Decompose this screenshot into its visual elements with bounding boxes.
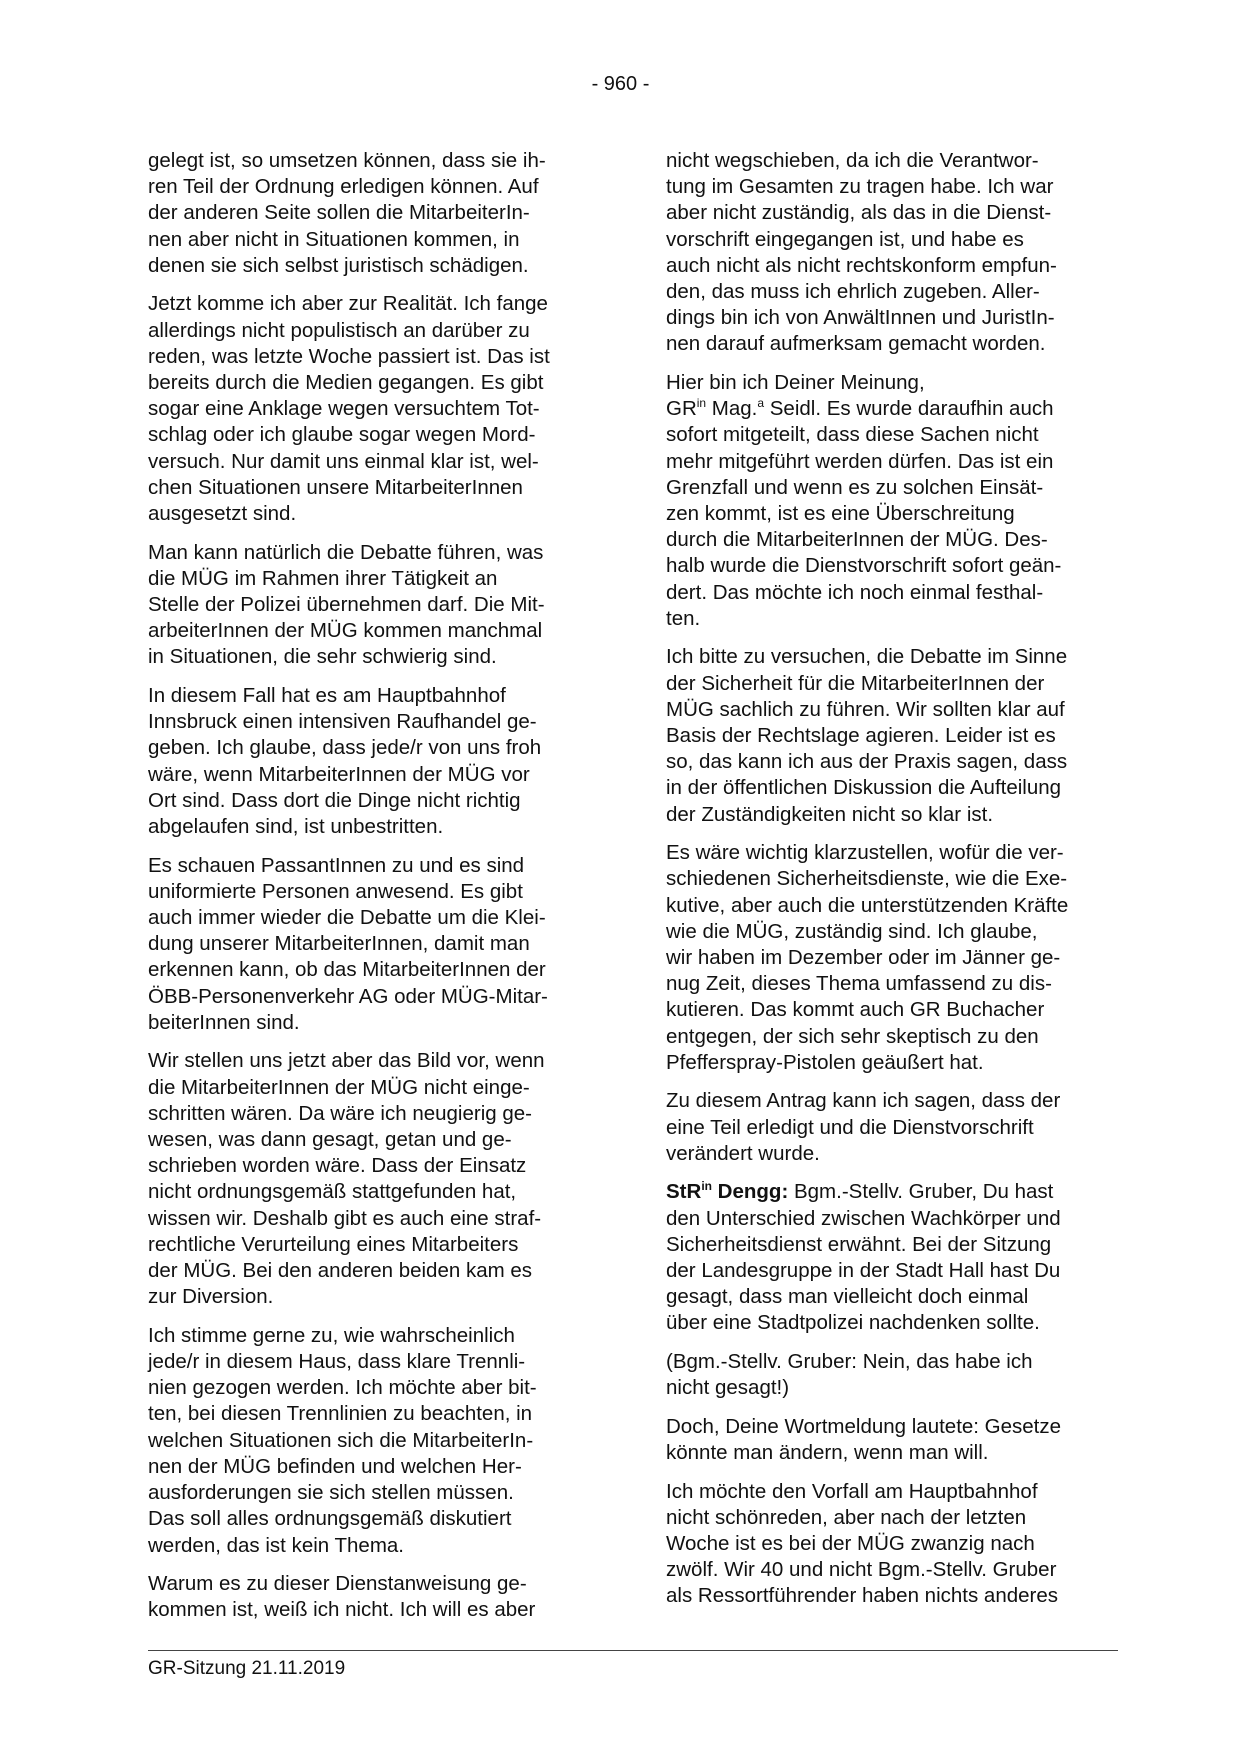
paragraph: Ich möchte den Vorfall am Hauptbahnhof nicht schönreden, aber nach der letzten Woche ist es bei der MÜG zwanzig nach zwölf. Wir 40 und nicht Bgm.-Stellv. Gruber als Ressortführender haben nichts anderes — [666, 1479, 1059, 1608]
paragraph-text: Seidl. Es wurde daraufhin auch sofort mitgeteilt, dass diese Sachen nicht mehr mitgeführt werden dürfen. Das ist ein Grenzfall und wenn es zu solchen Einsät- zen kommt, ist es eine Überschreitung durch die MitarbeiterInnen der MÜG. Des- halb wurde die Dienstvorschrift sofort geän- dert. Das möchte ich noch einmal festhal- ten. — [666, 397, 1062, 630]
paragraph: Ich stimme gerne zu, wie wahrscheinlich jede/r in diesem Haus, dass klare Trennli- nien gezogen werden. Ich möchte aber bit- ten, bei diesen Trennlinien zu beachten, in welchen Situationen sich die MitarbeiterIn- nen der MÜG befinden und welchen Her- ausforderungen sie sich stellen müssen. Das soll alles ordnungsgemäß diskutiert werden, das ist kein Thema. — [148, 1323, 537, 1557]
speaker-surname: Dengg: — [711, 1180, 789, 1204]
speaker-title-superscript: in — [701, 1179, 712, 1194]
paragraph: Man kann natürlich die Debatte führen, was die MÜG im Rahmen ihrer Tätigkeit an Stelle der Polizei übernehmen darf. Die Mit- arbeiterInnen der MÜG kommen manchmal in Situationen, die sehr schwierig sind. — [148, 540, 545, 669]
footer-text: GR-Sitzung 21.11.2019 — [148, 1658, 346, 1679]
title-gr: GR — [666, 397, 697, 421]
paragraph — [666, 1179, 1124, 1336]
paragraph: (Bgm.-Stellv. Gruber: Nein, das habe ich nicht gesagt!) — [666, 1350, 1033, 1400]
paragraph: Es schauen PassantInnen zu und es sind uniformierte Personen anwesend. Es gibt auch immer wieder die Debatte um die Klei- dung unserer MitarbeiterInnen, damit man erkennen kann, ob das MitarbeiterInnen der ÖBB-Personenverkehr AG oder MÜG-Mitar- beiterInnen sind. — [148, 853, 548, 1034]
paragraph: Ich bitte zu versuchen, die Debatte im Sinne der Sicherheit für die MitarbeiterInnen der MÜG sachlich zu führen. Wir sollten klar auf Basis der Rechtslage agieren. Leider ist es so, das kann ich aus der Praxis sagen, dass in der öffentlichen Diskussion die Aufteilung der Zuständigkeiten nicht so klar ist. — [666, 645, 1068, 826]
right-column — [666, 148, 1124, 1622]
title-mag: Mag. — [706, 397, 758, 421]
paragraph: Zu diesem Antrag kann ich sagen, dass der eine Teil erledigt und die Dienstvorschrift verändert wurde. — [666, 1089, 1061, 1165]
title-gr-superscript: in — [696, 396, 707, 411]
paragraph: nicht wegschieben, da ich die Verantwor- tung im Gesamten zu tragen habe. Ich war aber nicht zuständig, als das in die Dienst- vorschrift eingegangen ist, und habe es auch nicht als nicht rechtskonform empfun- den, das muss ich ehrlich zugeben. Aller- dings bin ich von AnwältInnen und JuristIn- nen darauf aufmerksam gemacht worden. — [666, 149, 1057, 356]
paragraph — [666, 370, 1124, 632]
page-number: - 960 - — [591, 73, 650, 95]
paragraph: Es wäre wichtig klarzustellen, wofür die ver- schiedenen Sicherheitsdienste, wie die Exe- kutive, aber auch die unterstützenden Kräfte wie die MÜG, zuständig sind. Ich glaube, wir haben im Dezember oder im Jänner ge- nug Zeit, dieses Thema umfassend zu dis- kutieren. Das kommt auch GR Buchacher entgegen, der sich sehr skeptisch zu den Pfefferspray-Pistolen geäußert hat. — [666, 841, 1069, 1074]
paragraph: Wir stellen uns jetzt aber das Bild vor, wenn die MitarbeiterInnen der MÜG nicht einge- schritten wären. Da wäre ich neugierig ge- wesen, was dann gesagt, getan und ge- schrieben worden wäre. Dass der Einsatz nicht ordnungsgemäß stattgefunden hat, wissen wir. Deshalb gibt es auch eine straf- rechtliche Verurteilung eines Mitarbeiters der MÜG. Bei den anderen beiden kam es zur Diversion. — [148, 1049, 545, 1309]
paragraph: In diesem Fall hat es am Hauptbahnhof Innsbruck einen intensiven Raufhandel ge- geben. Ich glaube, dass jede/r von uns froh wäre, wenn MitarbeiterInnen der MÜG vor Ort sind. Dass dort die Dinge nicht richtig abgelaufen sind, ist unbestritten. — [148, 684, 542, 839]
paragraph: Warum es zu dieser Dienstanweisung ge- kommen ist, weiß ich nicht. Ich will es aber — [148, 1572, 536, 1622]
paragraph: gelegt ist, so umsetzen können, dass sie ih- ren Teil der Ordnung erledigen können. Auf der anderen Seite sollen die MitarbeiterIn- nen aber nicht in Situationen kommen, in denen sie sich selbst juristisch schädigen. — [148, 149, 546, 277]
paragraph-line: Hier bin ich Deiner Meinung, — [666, 371, 925, 395]
paragraph: Jetzt komme ich aber zur Realität. Ich fange allerdings nicht populistisch an darüber zu reden, was letzte Woche passiert ist. Das ist bereits durch die Medien gegangen. Es gibt sogar eine Anklage wegen versuchtem Tot- schlag oder ich glaube sogar wegen Mord- versuch. Nur damit uns einmal klar ist, wel- chen Situationen unsere MitarbeiterInnen ausgesetzt sind. — [148, 292, 550, 526]
paragraph: Doch, Deine Wortmeldung lautete: Gesetze könnte man ändern, wenn man will. — [666, 1414, 1062, 1465]
footer-divider — [148, 1650, 1118, 1651]
title-mag-superscript: a — [757, 396, 765, 411]
paragraph-text: Bgm.-Stellv. Gruber, Du hast den Unterschied zwischen Wachkörper und Sicherheitsdienst erwähnt. Bei der Sitzung der Landesgruppe in der Stadt Hall hast Du gesagt, dass man vielleicht doch einmal über eine Stadtpolizei nachdenken sollte. — [666, 1180, 1061, 1335]
left-column — [148, 148, 600, 1636]
speaker-title: StR — [666, 1180, 702, 1204]
speaker-label — [666, 1180, 788, 1203]
